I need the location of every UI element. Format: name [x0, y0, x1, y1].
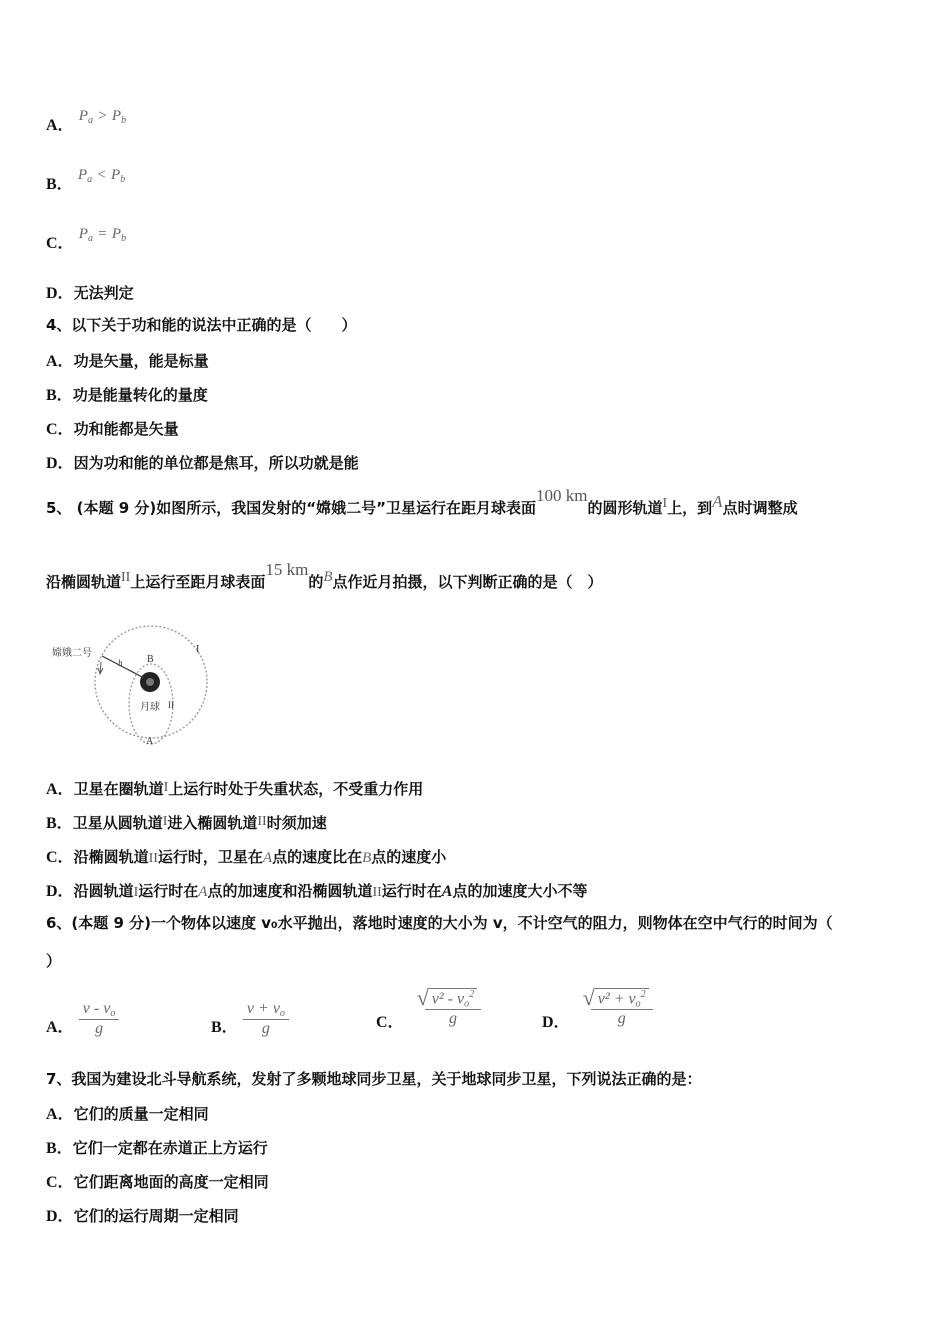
- formula-op: <: [97, 167, 106, 183]
- option-text: 进入椭圆轨道: [167, 814, 258, 832]
- radius-line: [102, 656, 144, 678]
- num-text: v + v: [246, 1000, 280, 1017]
- fraction-denominator: g: [95, 1020, 104, 1037]
- orbit-roman: II: [148, 851, 158, 866]
- velocity-arrow-icon: [98, 662, 103, 674]
- option-text: 点的速度比在: [272, 848, 363, 866]
- option-text: 上运行时处于失重状态，不受重力作用: [168, 780, 424, 798]
- formula-rhs-sub: b: [121, 115, 127, 126]
- formula-lhs-sub: a: [87, 115, 93, 126]
- q4-option-d: [46, 450, 359, 473]
- option-label: D．: [46, 285, 74, 302]
- q5-stem-line2: [46, 560, 603, 592]
- formula-rhs-sub: b: [121, 233, 127, 244]
- stem-text: 的: [308, 573, 324, 591]
- stem-text: 5、 (本题 9 分)如图所示，我国发射的“嫦娥二号”卫星运行在距月球表面: [46, 499, 536, 517]
- orbit-roman: I: [163, 780, 169, 795]
- option-label: B．: [211, 1018, 238, 1036]
- option-text: 点的加速度和沿椭圆轨道: [207, 882, 373, 900]
- point-a-label: A: [146, 736, 154, 747]
- fraction: [79, 1000, 120, 1038]
- fraction-numerator: [79, 1000, 120, 1020]
- q4-option-c: [46, 416, 179, 439]
- num-sup: 2: [469, 989, 475, 1000]
- formula-rhs-sub: b: [120, 174, 126, 185]
- fraction-denominator: g: [617, 1010, 626, 1028]
- q3-option-a: [46, 108, 127, 136]
- option-text: 沿椭圆轨道: [73, 848, 149, 866]
- option-label: C．: [46, 849, 74, 866]
- stem-math-b: B: [323, 569, 333, 585]
- q3-option-b: [46, 167, 126, 195]
- q7-stem: 7、我国为建设北斗导航系统，发射了多颗地球同步卫星，关于地球同步卫星，下列说法正确的是：: [46, 1070, 702, 1088]
- orbit-roman: II: [257, 814, 267, 829]
- option-label: B．: [46, 1140, 73, 1157]
- formula-rhs: P: [111, 226, 122, 242]
- q5-option-c: [46, 844, 446, 867]
- formula-rhs: P: [111, 108, 122, 124]
- option-text: 卫星在圈轨道: [73, 780, 164, 798]
- q6-stem-line2: ）: [46, 952, 62, 970]
- option-label: B．: [46, 815, 73, 832]
- option-text: 它们距离地面的高度一定相同: [73, 1173, 269, 1191]
- num-sub: o: [110, 1008, 116, 1019]
- q6-option-a: [46, 1000, 119, 1038]
- orbit-roman: I: [162, 814, 168, 829]
- option-text: 因为功和能的单位都是焦耳，所以功就是能: [73, 454, 359, 472]
- option-label: A．: [46, 1018, 74, 1036]
- orbit-roman: II: [372, 885, 382, 900]
- formula-lhs-sub: a: [87, 174, 93, 185]
- stem-math-a: A: [712, 492, 723, 511]
- option-text: 运行时在: [381, 882, 442, 900]
- q5-option-d: [46, 878, 587, 901]
- option-label: A．: [46, 1106, 74, 1123]
- orbit-roman-1: I: [662, 496, 668, 511]
- option-label: C．: [46, 421, 74, 438]
- num-sup: 2: [640, 989, 646, 1000]
- option-text: 时须加速: [266, 814, 327, 832]
- option-text: 它们的质量一定相同: [73, 1105, 209, 1123]
- fraction: [425, 988, 481, 1028]
- formula-op: >: [98, 108, 107, 124]
- orbit2-label: II: [168, 700, 174, 710]
- option-label: A．: [46, 353, 74, 370]
- option-text: 运行时，卫星在: [157, 848, 263, 866]
- q3-option-c: [46, 226, 127, 254]
- math-b: B: [362, 850, 372, 866]
- q6-option-d: [542, 988, 653, 1031]
- fraction-denominator: g: [261, 1020, 270, 1037]
- stem-math-15km: 15 km: [265, 560, 309, 579]
- num-sub: o: [279, 1008, 285, 1019]
- math-a: A: [198, 884, 208, 900]
- math-a-bold: A: [441, 883, 453, 900]
- satellite-label: 嫦娥二号: [52, 648, 92, 659]
- option-label: C．: [376, 1013, 404, 1031]
- orbit-roman: I: [133, 885, 139, 900]
- math-a: A: [262, 850, 273, 866]
- fraction-denominator: g: [448, 1010, 457, 1028]
- stem-text: 点作近月拍摄，以下判断正确的是（ ）: [332, 573, 603, 591]
- formula-lhs-sub: a: [87, 233, 93, 244]
- formula-lhs: P: [77, 167, 88, 183]
- option-text: 卫星从圆轨道: [72, 814, 163, 832]
- num-text: v² - v: [431, 990, 465, 1008]
- option-text: 沿圆轨道: [73, 882, 134, 900]
- option-label: D．: [46, 883, 74, 900]
- fraction: [591, 988, 653, 1028]
- h-label: h: [118, 658, 123, 668]
- num-text: v - v: [82, 1000, 111, 1017]
- q4-option-b: [46, 382, 208, 405]
- orbit1-label: I: [196, 644, 200, 655]
- option-text: 点的加速度大小不等: [452, 882, 588, 900]
- option-label: C．: [46, 235, 74, 252]
- fraction-numerator: [425, 988, 481, 1010]
- option-label: D．: [542, 1013, 570, 1031]
- q5-option-a: [46, 776, 423, 799]
- q7-option-a: [46, 1101, 209, 1124]
- q4-option-a: [46, 348, 209, 371]
- q5-option-b: [46, 810, 327, 833]
- stem-text: 沿椭圆轨道: [46, 573, 122, 591]
- num-sub: o: [464, 998, 470, 1010]
- stem-text: 点时调整成: [722, 499, 798, 517]
- option-label: B．: [46, 176, 73, 193]
- fraction: [243, 1000, 289, 1038]
- q7-option-c: [46, 1169, 269, 1192]
- stem-math-100km: 100 km: [535, 486, 588, 505]
- option-text: 它们一定都在赤道正上方运行: [72, 1139, 268, 1157]
- q6-stem-line1: 6、(本题 9 分)一个物体以速度 v₀水平抛出，落地时速度的大小为 v，不计空气的阻力，则物体在空中气行的时间为（: [46, 914, 833, 932]
- option-label: D．: [46, 455, 74, 472]
- orbit-roman-2: II: [121, 570, 131, 585]
- formula: [79, 106, 126, 124]
- option-text: 点的速度小: [371, 848, 447, 866]
- q6-option-b: [211, 1000, 289, 1038]
- fraction-numerator: [243, 1000, 289, 1020]
- option-text: 功是矢量，能是标量: [73, 352, 209, 370]
- stem-text: 的圆形轨道: [587, 499, 663, 517]
- sqrt: [429, 988, 477, 1009]
- moon-center: [146, 678, 154, 686]
- option-text: 它们的运行周期一定相同: [73, 1207, 239, 1225]
- option-label: A．: [46, 781, 74, 798]
- formula: [78, 165, 125, 183]
- q6-option-c: [376, 988, 481, 1031]
- option-label: D．: [46, 1208, 74, 1225]
- option-label: B．: [46, 387, 73, 404]
- formula-lhs: P: [78, 108, 88, 124]
- option-text: 功是能量转化的量度: [72, 386, 208, 404]
- stem-text: 上运行至距月球表面: [130, 573, 266, 591]
- option-label: A．: [46, 117, 74, 134]
- sqrt: [595, 988, 649, 1009]
- point-b-label: B: [147, 654, 154, 665]
- num-text: v² + v: [597, 990, 636, 1008]
- q7-option-d: [46, 1203, 239, 1226]
- option-text: 功和能都是矢量: [73, 420, 179, 438]
- orbit-diagram: [48, 616, 218, 748]
- q5-stem-line1: [46, 486, 798, 518]
- option-text: 无法判定: [73, 284, 134, 302]
- q4-stem: 4、以下关于功和能的说法中正确的是（ ）: [46, 316, 357, 334]
- formula-rhs: P: [111, 167, 121, 183]
- formula: [79, 224, 126, 242]
- formula-lhs: P: [78, 226, 88, 242]
- q3-option-d: [46, 280, 134, 303]
- q7-option-b: [46, 1135, 268, 1158]
- option-text: 运行时在: [138, 882, 199, 900]
- fraction-numerator: [591, 988, 653, 1010]
- formula-op: =: [98, 226, 107, 242]
- option-label: C．: [46, 1174, 74, 1191]
- stem-text: 上，到: [667, 499, 713, 517]
- moon-label: 月球: [140, 702, 160, 713]
- num-sub: o: [635, 998, 641, 1010]
